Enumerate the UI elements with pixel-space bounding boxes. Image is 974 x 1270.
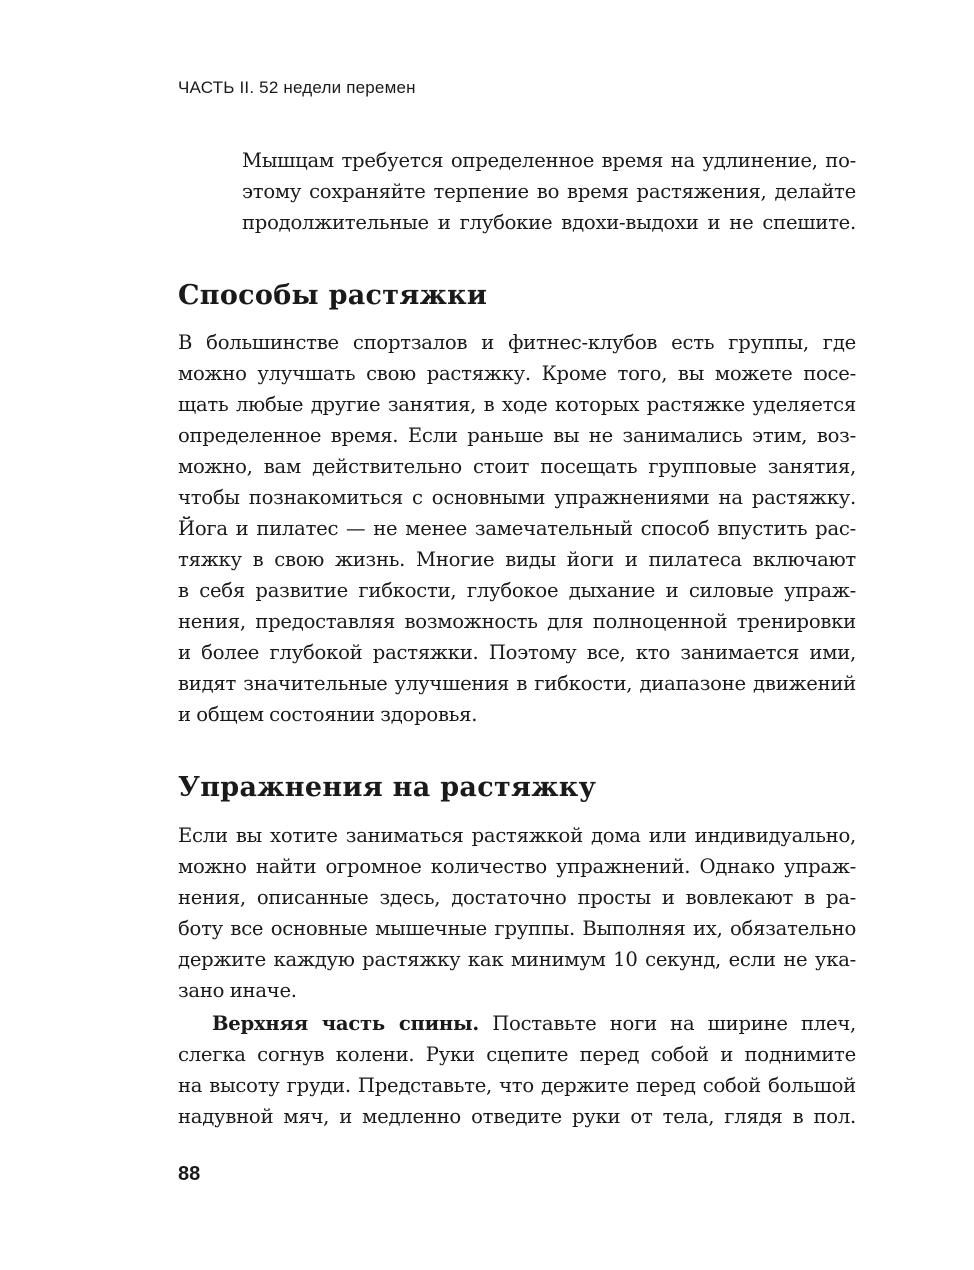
text-line: нения, предоставляя возможность для полноценной тренировки xyxy=(178,610,856,633)
intro-line: Мышцам требуется определенное время на удлинение, по- xyxy=(242,149,856,172)
exercise-first-line xyxy=(178,1008,856,1039)
text-line: в себя развитие гибкости, глубокое дыхание и силовые упраж- xyxy=(178,579,856,602)
intro-line: этому сохраняйте терпение во время растяжения, делайте xyxy=(242,180,856,203)
text-line: можно, вам действительно стоит посещать групповые занятия, xyxy=(178,455,856,478)
text-line: и более глубокой растяжки. Поэтому все, кто занимается ими, xyxy=(178,641,856,664)
intro-paragraph xyxy=(242,145,856,238)
text-line: надувной мяч, и медленно отведите руки от тела, глядя в пол. xyxy=(178,1105,856,1128)
text-line: нения, описанные здесь, достаточно просты и вовлекают в ра- xyxy=(178,886,856,909)
section-heading-stretch-methods: Способы растяжки xyxy=(178,280,488,311)
text-line: видят значительные улучшения в гибкости, диапазоне движений xyxy=(178,672,856,695)
exercise-paragraph xyxy=(178,1008,856,1132)
text-line: слегка согнув колени. Руки сцепите перед собой и поднимите xyxy=(178,1043,856,1066)
text-line: на высоту груди. Представьте, что держите перед собой большой xyxy=(178,1074,856,1097)
page-number: 88 xyxy=(178,1163,201,1185)
text-line: можно найти огромное количество упражнений. Однако упраж- xyxy=(178,855,856,878)
text-line: Если вы хотите заниматься растяжкой дома или индивидуально, xyxy=(178,824,856,847)
intro-line: продолжительные и глубокие вдохи-выдохи и не спешите. xyxy=(242,211,856,234)
text-line: и общем состоянии здоровья. xyxy=(178,703,478,726)
exercise-term: Верхняя часть спины. xyxy=(212,1012,479,1035)
text-line: чтобы познакомиться с основными упражнениями на растяжку. xyxy=(178,486,856,509)
section2-paragraph xyxy=(178,820,856,1006)
section1-paragraph xyxy=(178,327,856,730)
text-line: боту все основные мышечные группы. Выполняя их, обязательно xyxy=(178,917,856,940)
exercise-first-line-text: Поставьте ноги на ширине плеч, xyxy=(492,1012,857,1035)
text-line: щать любые другие занятия, в ходе которых растяжке уделяется xyxy=(178,393,856,416)
text-line: зано иначе. xyxy=(178,979,297,1002)
text-line: В большинстве спортзалов и фитнес-клубов есть группы, где xyxy=(178,331,856,354)
section-heading-stretch-exercises: Упражнения на растяжку xyxy=(178,772,597,803)
running-head: ЧАСТЬ II. 52 недели перемен xyxy=(178,78,416,97)
text-line: тяжку в свою жизнь. Многие виды йоги и пилатеса включают xyxy=(178,548,856,571)
text-line: Йога и пилатес — не менее замечательный способ впустить рас- xyxy=(178,517,856,540)
text-line: определенное время. Если раньше вы не занимались этим, воз- xyxy=(178,424,856,447)
text-line: держите каждую растяжку как минимум 10 секунд, если не ука- xyxy=(178,948,856,971)
text-line: можно улучшать свою растяжку. Кроме того, вы можете посе- xyxy=(178,362,856,385)
